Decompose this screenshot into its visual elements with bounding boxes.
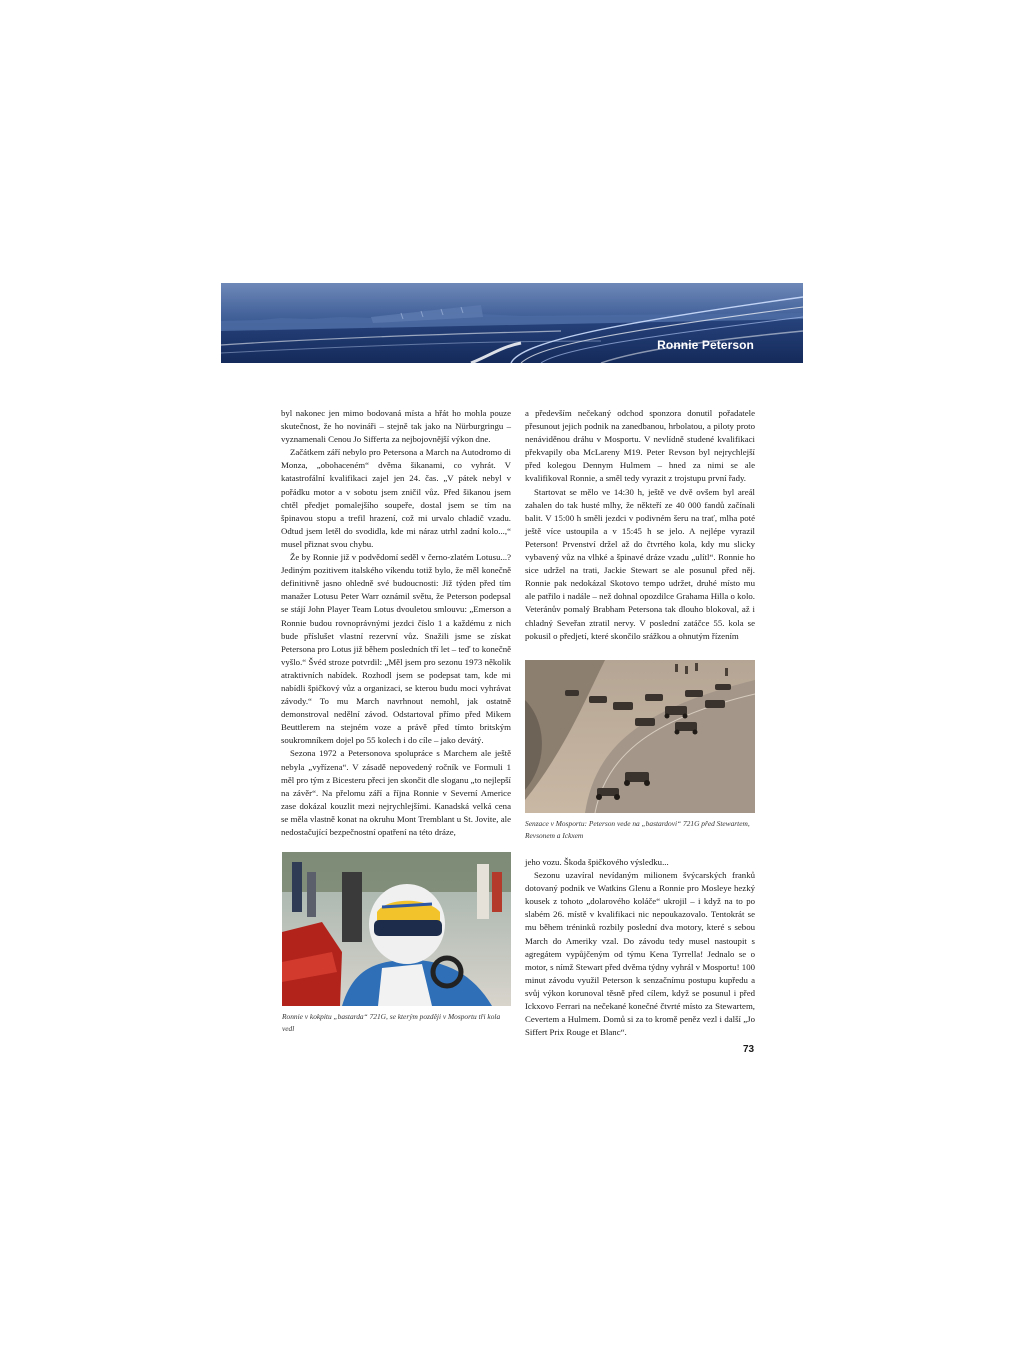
right-column-text-bottom	[525, 856, 755, 1039]
cockpit-photo	[282, 852, 511, 1006]
paragraph: Startovat se mělo ve 14:30 h, ještě ve dvě ovšem byl areál zahalen do tak husté mlhy, že někteří ze 40 000 fandů začínali balit. V 15:00 h směli jezdci v podivném šeru na trať, mlha poté ještě více ustoupila a v 15:45 h se jelo. A nejlépe vyrazil Peterson! Prvenství držel až do čtvrtého kola, kdy mu slicky vybavený vůz na vlhké a špinavé dráze vzadu „ulítl“. Ronnie ho sice udržel na trati, Jackie Stewart se ale posunul před něj. Ronnie pak nedokázal Skotovo tempo udržet, druhé místo mu ale patřilo i nadále – než dohnal opozdilce Grahama Hilla o kolo. Veteránův pomalý Brabham Petersona tak dlouho blokoval, až i chladný Seveřan ztratil nervy. V poslední zatáčce 55. kola se pokusil o předjetí, které skončilo srážkou a ohnutým řízením	[525, 486, 755, 641]
left-column-text	[281, 407, 511, 839]
paragraph: Začátkem září nebylo pro Petersona a March na Autodromo di Monza, „obohaceném“ dvěma šikanami, co vyhrát. V katastrofální kvalifikaci zajel jen 24. čas. „V pátek nebyl v pořádku motor a v sobotu jsem zničil vůz. Před šikanou jsem chtěl předjet pomalejšího soupeře, dostal jsem se tím na špinavou stopu a trefil hrazení, což mi urvalo chladič vzadu. Odtud jsem letěl do svodidla, kde mi náraz utrhl zadní kolo...,“ musel přiznat svou chybu.	[281, 447, 511, 549]
chapter-title: Ronnie Peterson	[657, 338, 754, 352]
cockpit-photo-caption: Ronnie v kokpitu „bastarda“ 721G, se kterým později v Mosportu tři kola vedl	[282, 1012, 501, 1033]
page-number: 73	[743, 1044, 755, 1055]
paragraph: jeho vozu. Škoda špičkového výsledku...	[525, 857, 669, 867]
paragraph: Sezonu uzavíral nevídaným milionem švýcarských franků dotovaný podnik ve Watkins Glenu a Ronnie pro Mosleye hezký kousek z tohoto „dolarového koláče“ ukrojil – i když na to po slabém 26. místě v kvalifikaci nic nepoukazovalo. Tentokrát se mu během tréninků rozbily poslední dva motory, které s sebou March do Ameriky vzal. Do závodu tedy musel nastoupit s agregátem vypůjčeným od týmu Kena Tyrrella! Jednalo se o motor, s nímž Stewart před dvěma týdny vyhrál v Mosportu! 100 minut závodu využil Peterson k senzačnímu postupu kupředu a svůj výkon korunoval těsně před cílem, když se posunul i před Ickxovo Ferrari na nečekané konečné čtvrté místo za Stewartem, Cevertem a Hulmem. Domů si za to kromě peněz vezl i další „Jo Siffert Prix Rouge et Blanc“.	[525, 870, 755, 1038]
race-photo-caption: Senzace v Mosportu: Peterson vede na „bastardovi“ 721G před Stewartem, Revsonem a Ickxem	[525, 819, 750, 840]
header-banner	[221, 283, 803, 363]
race-start-photo	[525, 660, 755, 813]
right-column-text-top	[525, 407, 755, 643]
paragraph: Že by Ronnie již v podvědomí seděl v černo-zlatém Lotusu...? Jediným pozitivem italského víkendu totiž bylo, že měl konečně definitivně jasno ohledně své budoucnosti: Již týden před tím manažer Lotusu Peter Warr oznámil světu, že Peterson podepsal se stájí John Player Team Lotus dvouletou smlouvu: „Emerson a Ronnie budou rovnoprávnými jezdci číslo 1 a každému z nich bude příslušet vlastní rezervní vůz. Snažili jsme se získat Petersona pro Lotus již během posledních tří let – teď to konečně vyšlo.“ Švéd stroze potvrdil: „Měl jsem pro sezonu 1973 několik atraktivních nabídek. Rozhodl jsem se podepsat tam, kde mi nabídli špičkový vůz a organizaci, se kterou budu moci vyhrávat závody.“ To mu March navrhnout nemohl, jak ostatně demonstroval nedělní závod. Odstartoval přímo před Mikem Beuttlerem na stejném voze a právě před tímto britským soukromníkem dojel po 55 kolech i do cíle – jako devátý.	[281, 552, 511, 746]
paragraph: Sezona 1972 a Petersonova spolupráce s Marchem ale ještě nebyla „vyřízena“. V zásadě nepovedený ročník ve Formuli 1 měl pro tým z Bicesteru přeci jen skončit dle sloganu „to nejlepší na závěr“. Na přelomu září a října Ronnie v Severní Americe zase dokázal kouzlit mezi nejrychlejšími. Kanadská velká cena se měla vlastně konat na okruhu Mont Tremblant u St. Jovite, ale nedostačující bezpečnostní opatření na této dráze,	[281, 748, 511, 837]
paragraph: byl nakonec jen mimo bodovaná místa a hřát ho mohla pouze skutečnost, že ho novináři – stejně tak jako na Nürburgringu – vyznamenali Cenou Jo Sifferta za nejbojovnější výkon dne.	[281, 408, 511, 445]
paragraph: a především nečekaný odchod sponzora donutil pořadatele přesunout jejich podnik na zanedbanou, hrbolatou, a piloty proto nenáviděnou dráhu v Mosportu. V nevlídně studené kvalifikaci překvapily oba McLareny M19. Peter Revson byl nejrychlejší před kolegou Dennym Hulmem – hned za nimi se ale kvalifikoval Ronnie, a směl tedy vyrazit z trojstupu první řady.	[525, 408, 755, 484]
